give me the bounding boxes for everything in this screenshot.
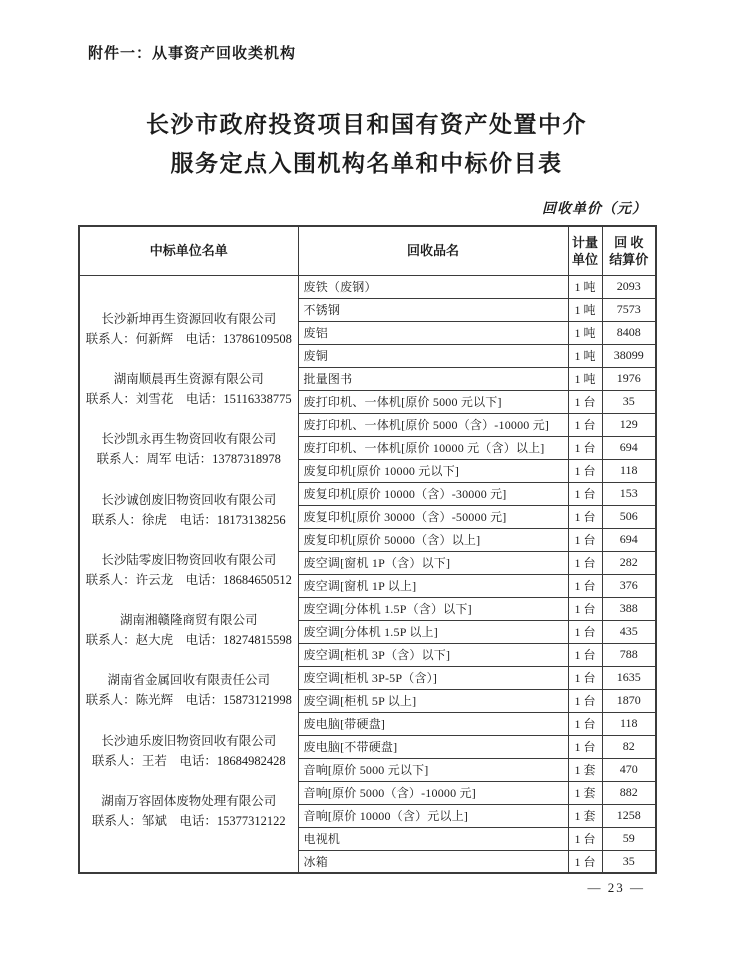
unit-cell: 1 台 bbox=[568, 390, 602, 413]
price-cell: 388 bbox=[602, 597, 656, 620]
company-name: 长沙迪乐废旧物资回收有限公司 bbox=[101, 733, 277, 748]
table-body bbox=[79, 275, 656, 873]
item-cell: 废复印机[原价 30000（含）-50000 元] bbox=[298, 505, 568, 528]
header-unit-line1: 计量 bbox=[571, 234, 598, 250]
price-cell: 2093 bbox=[602, 275, 656, 298]
unit-cell: 1 台 bbox=[568, 413, 602, 436]
price-cell: 694 bbox=[602, 436, 656, 459]
attachment-label: 附件一：从事资产回收类机构 bbox=[88, 45, 297, 62]
item-cell: 废复印机[原价 10000（含）-30000 元] bbox=[298, 482, 568, 505]
company-name: 长沙新坤再生资源回收有限公司 bbox=[101, 311, 277, 326]
item-cell: 废复印机[原价 50000（含）以上] bbox=[298, 528, 568, 551]
header-unit bbox=[568, 226, 602, 275]
company-name: 湖南顺晨再生资源有限公司 bbox=[113, 372, 264, 386]
unit-cell: 1 吨 bbox=[568, 344, 602, 367]
price-cell: 129 bbox=[602, 413, 656, 436]
unit-cell: 1 台 bbox=[568, 712, 602, 735]
price-cell: 470 bbox=[602, 758, 656, 781]
company-name: 长沙凯永再生物资回收有限公司 bbox=[101, 432, 277, 447]
item-cell: 音响[原价 5000（含）-10000 元] bbox=[298, 781, 568, 804]
company-contact: 联系人：刘雪花 电话：15116338775 bbox=[85, 392, 292, 406]
item-cell: 废打印机、一体机[原价 5000 元以下] bbox=[298, 390, 568, 413]
item-cell: 批量图书 bbox=[298, 367, 568, 390]
company-contact: 联系人：徐虎 电话：18173138256 bbox=[91, 512, 286, 527]
price-cell: 282 bbox=[602, 551, 656, 574]
company-contact: 联系人：陈光辉 电话：15873121998 bbox=[85, 693, 292, 708]
unit-note: 回收单价（元） bbox=[542, 202, 647, 217]
company-name: 湖南万容固体废物处理有限公司 bbox=[101, 793, 277, 808]
unit-cell: 1 套 bbox=[568, 781, 602, 804]
price-cell: 7573 bbox=[602, 298, 656, 321]
table-row bbox=[79, 275, 656, 298]
item-cell: 废铝 bbox=[298, 321, 568, 344]
company-name: 长沙诚创废旧物资回收有限公司 bbox=[101, 492, 277, 507]
unit-cell: 1 台 bbox=[568, 528, 602, 551]
company-block bbox=[82, 490, 296, 530]
item-cell: 废打印机、一体机[原价 10000 元（含）以上] bbox=[298, 436, 568, 459]
item-cell: 废打印机、一体机[原价 5000（含）-10000 元] bbox=[298, 413, 568, 436]
unit-cell: 1 台 bbox=[568, 666, 602, 689]
price-table bbox=[78, 225, 657, 874]
company-block bbox=[82, 731, 296, 771]
price-cell: 1258 bbox=[602, 804, 656, 827]
price-cell: 38099 bbox=[602, 344, 656, 367]
price-cell: 435 bbox=[602, 620, 656, 643]
company-contact: 联系人：邹斌 电话：15377312122 bbox=[91, 813, 286, 828]
price-cell: 118 bbox=[602, 459, 656, 482]
page-title-line2: 服务定点入围机构名单和中标价目表 bbox=[170, 151, 563, 176]
unit-cell: 1 台 bbox=[568, 459, 602, 482]
item-cell: 废电脑[带硬盘] bbox=[298, 712, 568, 735]
company-block bbox=[82, 429, 296, 469]
item-cell: 冰箱 bbox=[298, 850, 568, 873]
header-unit-line2: 单位 bbox=[571, 251, 598, 267]
page-number: — 23 — bbox=[587, 880, 645, 895]
item-cell: 废铜 bbox=[298, 344, 568, 367]
price-cell: 1870 bbox=[602, 689, 656, 712]
header-item: 回收品名 bbox=[298, 226, 568, 275]
company-name: 长沙陆零废旧物资回收有限公司 bbox=[101, 552, 277, 567]
unit-cell: 1 台 bbox=[568, 827, 602, 850]
item-cell: 废空调[分体机 1.5P（含）以下] bbox=[298, 597, 568, 620]
item-cell: 废空调[柜机 3P（含）以下] bbox=[298, 643, 568, 666]
company-contact: 联系人：周军 电话：13787318978 bbox=[96, 452, 281, 467]
company-name: 湖南省金属回收有限责任公司 bbox=[107, 673, 270, 688]
company-block bbox=[82, 791, 296, 831]
price-cell: 1635 bbox=[602, 666, 656, 689]
table-header bbox=[79, 226, 656, 275]
item-cell: 不锈钢 bbox=[298, 298, 568, 321]
header-price-line2: 结算价 bbox=[609, 251, 649, 267]
unit-cell: 1 吨 bbox=[568, 321, 602, 344]
company-contact: 联系人：赵大虎 电话：18274815598 bbox=[85, 633, 292, 647]
unit-cell: 1 吨 bbox=[568, 275, 602, 298]
item-cell: 废空调[窗机 1P（含）以下] bbox=[298, 551, 568, 574]
price-cell: 882 bbox=[602, 781, 656, 804]
unit-cell: 1 吨 bbox=[568, 367, 602, 390]
company-list bbox=[80, 277, 298, 871]
price-cell: 694 bbox=[602, 528, 656, 551]
item-cell: 废空调[分体机 1.5P 以上] bbox=[298, 620, 568, 643]
company-contact: 联系人：许云龙 电话：18684650512 bbox=[85, 572, 292, 587]
unit-cell: 1 台 bbox=[568, 482, 602, 505]
item-cell: 音响[原价 5000 元以下] bbox=[298, 758, 568, 781]
company-name: 湖南湘赣隆商贸有限公司 bbox=[119, 613, 258, 627]
price-cell: 35 bbox=[602, 390, 656, 413]
unit-cell: 1 台 bbox=[568, 436, 602, 459]
header-price-line1: 回 收 bbox=[614, 234, 644, 250]
page-title bbox=[78, 105, 655, 183]
company-contact: 联系人：王若 电话：18684982428 bbox=[91, 753, 286, 768]
unit-cell: 1 台 bbox=[568, 643, 602, 666]
price-cell: 788 bbox=[602, 643, 656, 666]
company-block bbox=[82, 670, 296, 710]
unit-cell: 1 吨 bbox=[568, 298, 602, 321]
item-cell: 废空调[柜机 3P-5P（含）] bbox=[298, 666, 568, 689]
unit-cell: 1 台 bbox=[568, 689, 602, 712]
item-cell: 废电脑[不带硬盘] bbox=[298, 735, 568, 758]
header-row bbox=[79, 226, 656, 275]
price-cell: 376 bbox=[602, 574, 656, 597]
price-cell: 118 bbox=[602, 712, 656, 735]
price-cell: 506 bbox=[602, 505, 656, 528]
unit-cell: 1 台 bbox=[568, 735, 602, 758]
unit-cell: 1 台 bbox=[568, 850, 602, 873]
price-cell: 1976 bbox=[602, 367, 656, 390]
item-cell: 废复印机[原价 10000 元以下] bbox=[298, 459, 568, 482]
unit-cell: 1 台 bbox=[568, 597, 602, 620]
header-company: 中标单位名单 bbox=[79, 226, 298, 275]
unit-cell: 1 台 bbox=[568, 505, 602, 528]
header-price bbox=[602, 226, 656, 275]
price-cell: 82 bbox=[602, 735, 656, 758]
company-block bbox=[82, 610, 296, 650]
company-block bbox=[82, 550, 296, 590]
price-cell: 35 bbox=[602, 850, 656, 873]
company-block bbox=[82, 309, 296, 349]
page-title-line1: 长沙市政府投资项目和国有资产处置中介 bbox=[146, 112, 587, 137]
unit-cell: 1 台 bbox=[568, 574, 602, 597]
company-contact: 联系人：何新辉 电话：13786109508 bbox=[85, 331, 292, 346]
unit-cell: 1 套 bbox=[568, 758, 602, 781]
price-cell: 153 bbox=[602, 482, 656, 505]
price-cell: 8408 bbox=[602, 321, 656, 344]
item-cell: 废空调[柜机 5P 以上] bbox=[298, 689, 568, 712]
unit-cell: 1 套 bbox=[568, 804, 602, 827]
item-cell: 废空调[窗机 1P 以上] bbox=[298, 574, 568, 597]
price-cell: 59 bbox=[602, 827, 656, 850]
item-cell: 音响[原价 10000（含）元以上] bbox=[298, 804, 568, 827]
company-block bbox=[82, 369, 296, 409]
company-list-cell bbox=[79, 275, 298, 873]
item-cell: 电视机 bbox=[298, 827, 568, 850]
unit-cell: 1 台 bbox=[568, 551, 602, 574]
item-cell: 废铁（废钢） bbox=[298, 275, 568, 298]
unit-cell: 1 台 bbox=[568, 620, 602, 643]
